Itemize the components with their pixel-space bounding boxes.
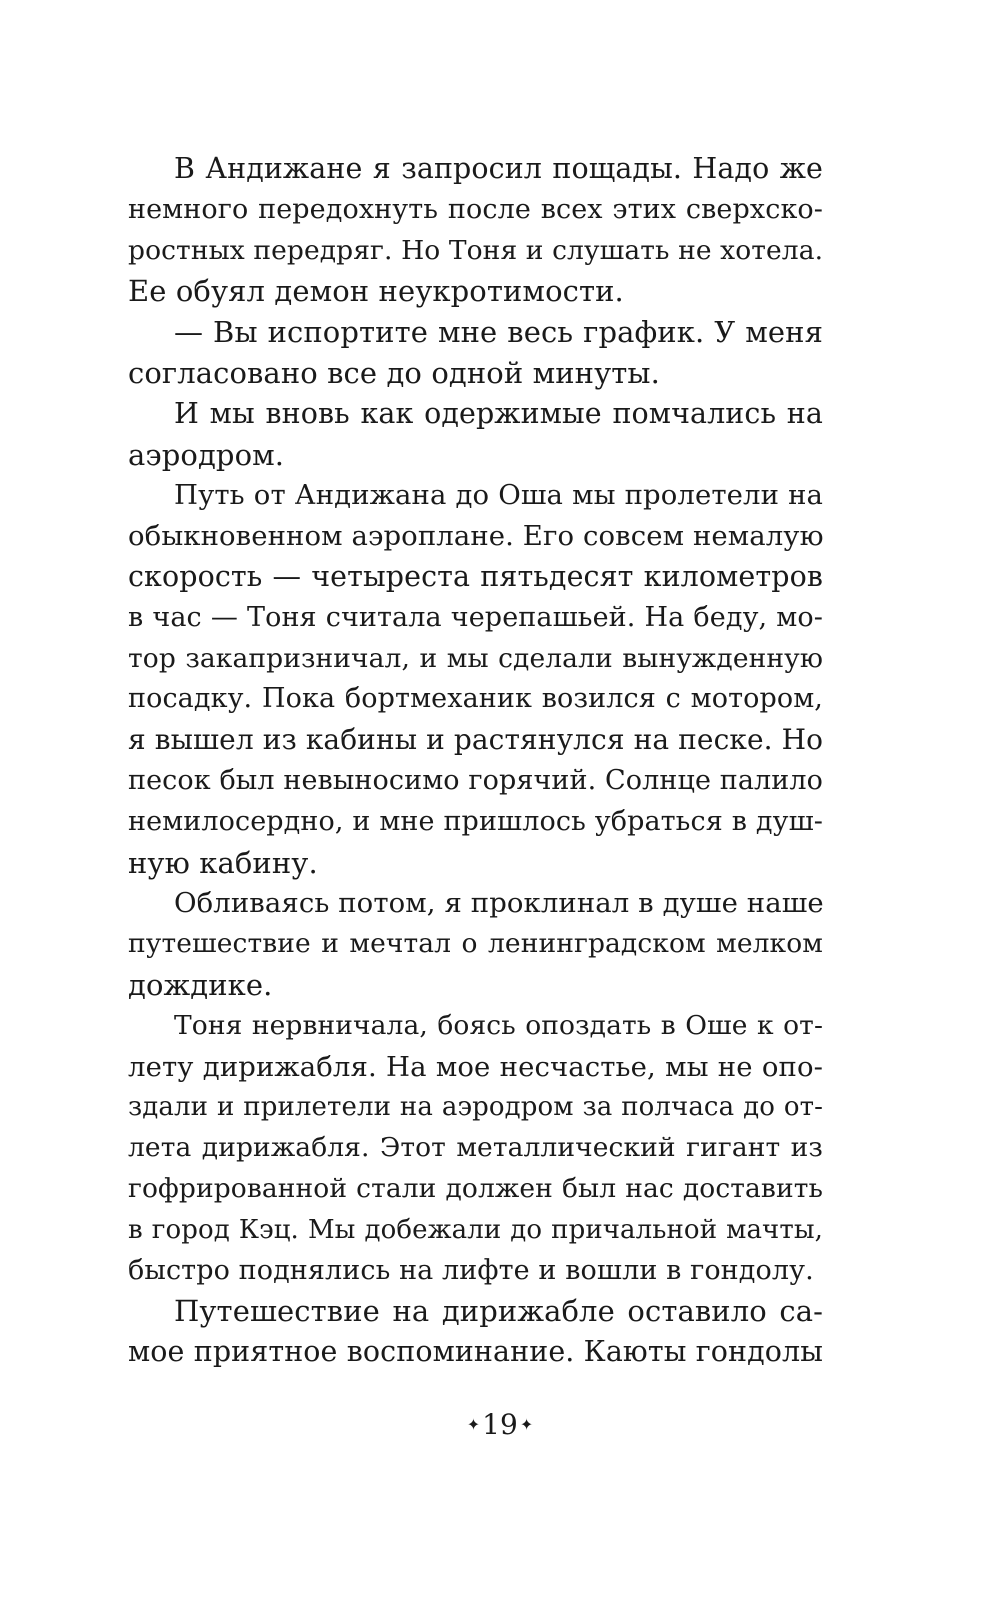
text-line: я вышел из кабины и растянулся на песке. Но xyxy=(128,723,824,757)
four-point-star-icon: ✦ xyxy=(519,1415,534,1434)
text-line: лету дирижабля. На мое несчастье, мы не опо- xyxy=(128,1050,823,1083)
text-line: в час — Тоня считала черепашьей. На беду, мо- xyxy=(128,601,823,633)
text-line: быстро поднялись на лифте и вошли в гондолу. xyxy=(128,1254,814,1286)
text-line: Ее обуял демон неукротимости. xyxy=(128,274,624,309)
text-line: И мы вновь как одержимые помчались на xyxy=(174,396,823,430)
text-line: Путешествие на дирижабле оставило са- xyxy=(174,1294,823,1329)
text-line: здали и прилетели на аэродром за полчаса до от- xyxy=(128,1092,823,1123)
text-line: В Андижане я запросил пощады. Надо же xyxy=(174,152,823,185)
text-line: в город Кэц. Мы добежали до причальной мачты, xyxy=(128,1214,823,1245)
text-line: немного передохнуть после всех этих сверхско- xyxy=(128,193,823,225)
page-number-footer xyxy=(0,1408,1000,1441)
text-line: посадку. Пока бортмеханик возился с мотором, xyxy=(128,683,823,715)
text-line: Путь от Андижана до Оша мы пролетели на xyxy=(174,479,823,512)
text-line: Тоня нервничала, боясь опоздать в Оше к от- xyxy=(174,1009,823,1041)
text-line: — Вы испортите мне весь график. У меня xyxy=(174,315,823,350)
text-line: песок был невыносимо горячий. Солнце палило xyxy=(128,764,823,796)
text-line: обыкновенном аэроплане. Его совсем немалую xyxy=(128,520,824,553)
text-line: лета дирижабля. Этот металлический гигант из xyxy=(128,1132,823,1164)
text-line: тор закапризничал, и мы сделали вынужденную xyxy=(128,642,823,674)
text-line: гофрированной стали должен был нас доставить xyxy=(128,1172,823,1204)
body-text xyxy=(128,149,823,1373)
text-line: дождике. xyxy=(128,967,273,1002)
text-line: аэродром. xyxy=(128,437,285,472)
text-line: ную кабину. xyxy=(128,845,318,880)
text-line: согласовано все до одной минуты. xyxy=(128,355,660,390)
four-point-star-icon: ✦ xyxy=(466,1415,481,1434)
page-number: 19 xyxy=(482,1408,518,1441)
text-line: Обливаясь потом, я проклинал в душе наше xyxy=(174,887,824,920)
text-line: мое приятное воспоминание. Каюты гондолы xyxy=(128,1335,823,1369)
text-line: ростных передряг. Но Тоня и слушать не хотела. xyxy=(128,234,824,266)
text-line: немилосердно, и мне пришлось убраться в душ- xyxy=(128,805,823,837)
text-line: скорость — четыреста пятьдесят километров xyxy=(128,559,823,593)
text-line: путешествие и мечтал о ленинградском мелком xyxy=(128,928,823,960)
